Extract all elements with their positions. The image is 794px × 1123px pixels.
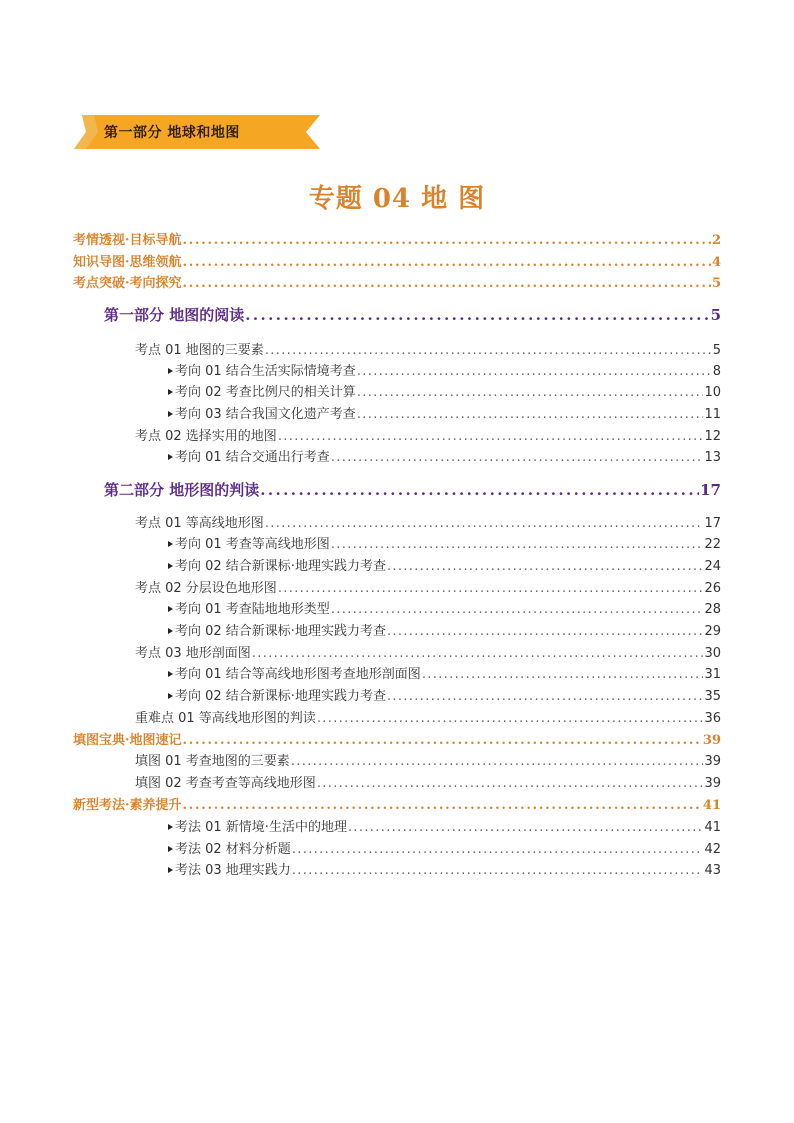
toc-entry[interactable] [73,272,721,291]
toc-label: 知识导图·思维领航 [73,255,182,270]
toc-page: 36 [704,711,721,726]
toc-label: 考向 01 结合交通出行考查 [175,450,330,465]
arrow-icon [168,867,173,873]
toc-entry[interactable] [168,533,721,552]
toc-page: 22 [704,537,721,552]
toc-page: 10 [704,385,721,400]
toc-entry[interactable] [168,403,721,422]
toc-page: 17 [700,481,721,499]
toc-entry[interactable] [135,750,721,769]
toc-entry[interactable] [168,620,721,639]
arrow-icon [168,671,173,677]
toc-entry[interactable] [168,663,721,682]
toc-entry[interactable] [168,555,721,574]
arrow-icon [168,606,173,612]
toc-page: 8 [712,364,721,379]
toc-label: 考向 02 考查比例尺的相关计算 [175,385,356,400]
toc-label: 考点 01 地图的三要素 [135,343,264,358]
toc-page: 5 [710,306,721,324]
toc-page: 11 [704,407,721,422]
toc-entry[interactable] [168,816,721,835]
toc-label: 考情透视·目标导航 [73,233,182,248]
toc-page: 43 [704,863,721,878]
arrow-icon [168,411,173,417]
toc-page: 13 [704,450,721,465]
toc-page: 31 [704,667,721,682]
toc-page: 41 [704,820,721,835]
arrow-icon [168,824,173,830]
banner-text: 第一部分 地球和地图 [104,125,240,141]
toc-part-entry[interactable] [104,304,721,325]
toc-label: 考向 01 考查陆地地形类型 [175,602,330,617]
toc-entry[interactable] [168,859,721,878]
arrow-icon [168,368,173,374]
toc-page: 17 [704,516,721,531]
toc-page: 42 [704,842,721,857]
toc-label: 考法 03 地理实践力 [175,863,291,878]
toc-label: 新型考法·素养提升 [73,798,182,813]
toc-part-entry[interactable] [104,479,721,500]
toc-entry[interactable] [135,772,721,791]
toc-page: 30 [704,646,721,661]
toc-label: 填图宝典·地图速记 [73,733,182,748]
toc-page: 24 [704,559,721,574]
toc-label: 考点 02 分层设色地形图 [135,581,277,596]
toc-page: 4 [711,255,721,270]
toc-label: 考点 01 等高线地形图 [135,516,264,531]
toc-label: 第一部分 地图的阅读 [104,306,245,324]
toc-page: 26 [704,581,721,596]
arrow-icon [168,693,173,699]
toc-label: 考点 02 选择实用的地图 [135,429,277,444]
toc-entry[interactable] [168,598,721,617]
toc-entry[interactable] [135,707,721,726]
toc-entry[interactable] [73,794,721,813]
section-banner [74,113,320,151]
toc-label: 考向 01 考查等高线地形图 [175,537,330,552]
toc-page: 5 [711,276,721,291]
toc-entry[interactable] [168,838,721,857]
toc-page: 41 [702,798,721,813]
toc-entry[interactable] [135,642,721,661]
toc-label: 考点突破·考向探究 [73,276,182,291]
toc-label: 考点 03 地形剖面图 [135,646,251,661]
toc-label: 填图 01 考查地图的三要素 [135,754,290,769]
toc-label: 考向 02 结合新课标·地理实践力考查 [175,624,386,639]
toc-label: 第二部分 地形图的判读 [104,481,260,499]
arrow-icon [168,846,173,852]
toc-entry[interactable] [73,729,721,748]
toc-entry[interactable] [168,360,721,379]
toc-page: 12 [704,429,721,444]
toc-page: 2 [711,233,721,248]
toc-page: 39 [702,733,721,748]
toc-label: 考向 02 结合新课标·地理实践力考查 [175,689,386,704]
toc-label: 填图 02 考查考查等高线地形图 [135,776,316,791]
toc-page: 29 [704,624,721,639]
toc-entry[interactable] [135,512,721,531]
toc-entry[interactable] [73,229,721,248]
toc-label: 考向 02 结合新课标·地理实践力考查 [175,559,386,574]
toc-entry[interactable] [135,577,721,596]
arrow-icon [168,628,173,634]
toc-label: 考法 01 新情境·生活中的地理 [175,820,347,835]
toc-label: 重难点 01 等高线地形图的判读 [135,711,316,726]
toc-label: 考法 02 材料分析题 [175,842,291,857]
toc-entry[interactable] [168,446,721,465]
toc-entry[interactable] [168,381,721,400]
toc-page: 39 [704,776,721,791]
toc-entry[interactable] [73,251,721,270]
toc-entry[interactable] [135,339,721,358]
toc-label: 考向 01 结合等高线地形图考查地形剖面图 [175,667,421,682]
toc-page: 39 [704,754,721,769]
arrow-icon [168,563,173,569]
arrow-icon [168,389,173,395]
toc-page: 35 [704,689,721,704]
toc-page: 5 [712,343,721,358]
toc-page: 28 [704,602,721,617]
arrow-icon [168,454,173,460]
toc-label: 考向 03 结合我国文化遗产考查 [175,407,356,422]
page-title: 专题 04 地 图 [308,184,486,214]
toc-entry[interactable] [135,425,721,444]
toc-label: 考向 01 结合生活实际情境考查 [175,364,356,379]
arrow-icon [168,541,173,547]
toc-entry[interactable] [168,685,721,704]
